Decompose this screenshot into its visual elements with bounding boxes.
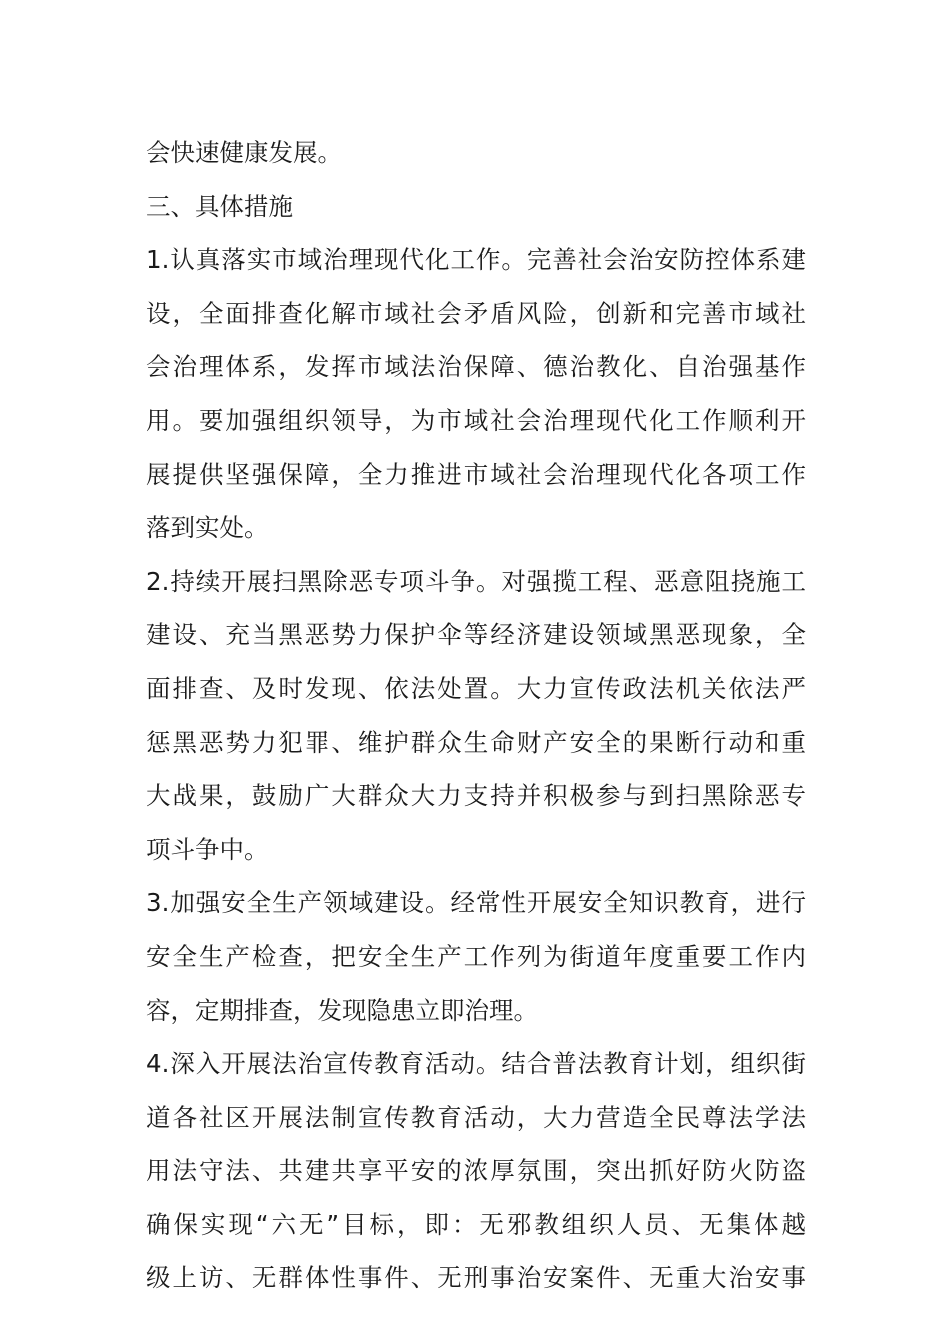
section-heading: 三、具体措施 [146,191,293,221]
document-body [146,126,806,1305]
text-line: 项斗争中。 [146,834,269,864]
text-line: 1.认真落实市域治理现代化工作。完善社会治安防控体系建 [146,245,806,275]
text-line: 容，定期排查，发现隐患立即治理。 [146,995,538,1025]
text-line: 会快速健康发展。 [146,138,342,167]
text-line: 道各社区开展法制宣传教育活动，大力营造全民尊法学法 [146,1102,806,1132]
text-line: 大战果，鼓励广大群众大力支持并积极参与到扫黑除恶专 [146,781,806,811]
text-line: 落到实处。 [146,513,269,543]
text-line: 展提供坚强保障，全力推进市域社会治理现代化各项工作 [146,459,806,489]
text-line: 惩黑恶势力犯罪、维护群众生命财产安全的果断行动和重 [146,727,806,757]
text-line: 用。要加强组织领导，为市域社会治理现代化工作顺利开 [146,405,806,435]
text-line: 设，全面排查化解市域社会矛盾风险，创新和完善市域社 [146,298,806,328]
text-line: 建设、充当黑恶势力保护伞等经济建设领域黑恶现象，全 [146,620,806,650]
text-line: 确保实现“六无”目标，即：无邪教组织人员、无集体越 [146,1209,806,1239]
text-line: 用法守法、共建共享平安的浓厚氛围，突出抓好防火防盗 [146,1156,806,1186]
text-line: 3.加强安全生产领域建设。经常性开展安全知识教育，进行 [146,888,806,918]
text-line: 面排查、及时发现、依法处置。大力宣传政法机关依法严 [146,673,806,703]
text-line: 级上访、无群体性事件、无刑事治安案件、无重大治安事 [146,1263,806,1293]
text-line: 会治理体系，发挥市域法治保障、德治教化、自治强基作 [146,352,806,382]
text-line: 安全生产检查，把安全生产工作列为街道年度重要工作内 [146,941,806,971]
text-line: 2.持续开展扫黑除恶专项斗争。对强揽工程、恶意阻挠施工 [146,566,806,596]
text-line: 4.深入开展法治宣传教育活动。结合普法教育计划，组织街 [146,1049,806,1079]
